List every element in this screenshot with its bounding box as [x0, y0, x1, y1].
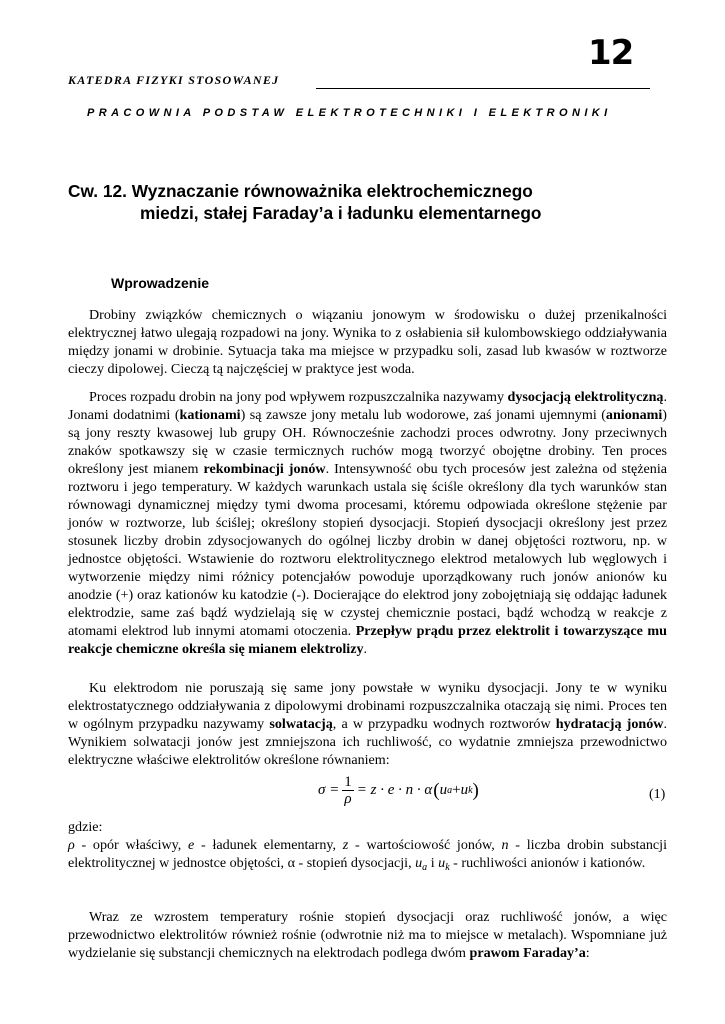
lab-name: PRACOWNIA PODSTAW ELEKTROTECHNIKI I ELEKTRONIKI	[87, 107, 612, 119]
eq-ua: u	[439, 782, 448, 798]
p4-text-c: - wartościowość jonów,	[348, 837, 502, 853]
header-rule	[316, 88, 650, 89]
gdzie-label: gdzie:	[68, 819, 103, 835]
p4-text-f: - stopień dysocjacji,	[294, 855, 416, 871]
p2-text-g: ) są jony reszty kwasowej lub grupy OH. Równocześnie zachodzi proces odwrotny. Jony przeciwnych znaków spotkawszy się w czasie termicznych ruchów mogą tworzyć obojętne drobiny. Ten proces określony jest mianem	[68, 407, 667, 477]
p4-text-g: i	[427, 855, 439, 871]
p2-text-k: .	[363, 641, 368, 657]
page-number: 12	[588, 33, 634, 73]
term-hydratacja: hydratacją jonów	[555, 716, 664, 732]
eq-lhs: σ =	[318, 782, 340, 798]
page-title	[68, 180, 668, 224]
paragraph-1	[68, 306, 667, 378]
sym-ua: u	[415, 855, 423, 871]
department-name: KATEDRA FIZYKI STOSOWANEJ	[68, 73, 280, 87]
eq-close-paren: )	[472, 779, 479, 801]
term-prawa-faradaya: prawom Faraday’a	[469, 945, 586, 961]
eq-numerator: 1	[344, 774, 352, 790]
p2-text-c: . Jonami dodatnimi (	[68, 389, 668, 423]
sym-uk: u	[438, 855, 446, 871]
paragraph-4	[68, 836, 667, 872]
sym-uk-sub: k	[445, 862, 450, 873]
p4-text-d: - liczba drobin substancji elektrolitycznej w jednostce objętości,	[68, 837, 667, 871]
eq-open-paren: (	[433, 779, 440, 801]
eq-rhs: = z · e · n · α	[356, 782, 433, 798]
eq-denominator: ρ	[344, 791, 352, 807]
p2-text-a: Proces rozpadu drobin na jony pod wpływem rozpuszczalnika nazywamy	[89, 389, 508, 405]
p5-text-c: :	[585, 945, 590, 961]
sym-ua-sub: a	[422, 862, 428, 873]
title-line-1: Cw. 12. Wyznaczanie równoważnika elektrochemicznego	[68, 181, 533, 201]
term-elektroliza: Przepływ prądu przez elektrolit i towarzyszące mu reakcje chemiczne określa się mianem elektrolizy	[68, 623, 667, 657]
p3-text-e: . Wynikiem solwatacji jonów jest zmniejszona ich ruchliwość, co wydatnie zmniejsza przewodnictwo elektryczne właściwe elektrolitów określone równaniem:	[68, 716, 668, 768]
sym-e: e	[188, 837, 195, 853]
eq-fraction	[342, 774, 354, 807]
paragraph-2	[68, 388, 667, 658]
term-aniony: anionami	[605, 407, 663, 423]
sym-rho: ρ	[68, 837, 75, 853]
term-dysocjacja: dysocjacją elektrolityczną	[507, 389, 664, 405]
p2-text-i: . Intensywność obu tych procesów jest zależna od stężenia roztworu i jego temperatury. W każdych warunkach ustala się ściśle określony dla tych warunków stan równowagi dynamicznej między tymi dwoma procesami, któremu odpowiada określone stężenie par jonów w roztworze, lub ściślej; określony stopień dysocjacji. Stopień dysocjacji określony jest przez stosunek liczby drobin zdysocjowanych do ogólnej liczby drobin w danej objętości roztworu, np. w jednostce objętości. Wstawienie do roztworu elektrolitycznego elektrod metalowych lub węglowych i wytworzenie między nimi różnicy potencjałów powoduje uporządkowany ruch jonów anionów ku anodzie (+) oraz kationów ku katodzie (-). Docierające do elektrod jony zobojętniają się oddając ładunek elektrodzie, same zaś bądź wydzielają się w czystej chemicznie postaci, bądź wchodzą w reakcje z atomami elektrod lub innymi atomami otoczenia.	[68, 461, 667, 639]
term-kationy: kationami	[179, 407, 241, 423]
term-solwatacja: solwatacją	[269, 716, 333, 732]
p4-text-h: - ruchliwości anionów i kationów.	[449, 855, 646, 871]
p5-text-a: Wraz ze wzrostem temperatury rośnie stopień dysocjacji oraz ruchliwość jonów, a więc przewodnictwo elektrolitów również rośnie (odwrotnie niż ma to miejsce w metalach). Wspomniane już wydzielanie się substancji chemicznych na elektrodach podlega dwóm	[68, 909, 667, 961]
equation-1: σ = $\frac{1}{\rho}$ = z · e · n · α ( u a + u k )	[318, 774, 479, 807]
sym-n: n	[501, 837, 509, 853]
paragraph-1-text: Drobiny związków chemicznych o wiązaniu jonowym w środowisku o dużej przenikalności elektrycznej łatwo ulegają rozpadowi na jony. Wynika to z osłabienia sił kulombowskiego oddziaływania między jonami w drobinie. Sytuacja taka ma miejsce w przypadku soli, zasad lub kwasów w roztworze cieczy dipolowej. Cieczą tą najczęściej w praktyce jest woda.	[68, 307, 667, 377]
equation-number: (1)	[649, 787, 666, 802]
eq-plus: +	[452, 782, 461, 798]
title-line-2: miedzi, stałej Faraday’a i ładunku elementarnego	[140, 203, 542, 223]
eq-uk: u	[460, 782, 469, 798]
sym-alpha: α	[287, 855, 295, 871]
sym-z: z	[342, 837, 349, 853]
paragraph-5	[68, 908, 667, 962]
section-heading: Wprowadzenie	[111, 275, 210, 291]
p3-text-c: , a w przypadku wodnych roztworów	[332, 716, 556, 732]
p4-text-a: - opór właściwy,	[74, 837, 189, 853]
paragraph-3	[68, 679, 667, 769]
term-rekombinacja: rekombinacji jonów	[203, 461, 326, 477]
p3-text-a: Ku elektrodom nie poruszają się same jony powstałe w wyniku dysocjacji. Jony te w wyniku elektrostatycznego oddziaływania z dipolowymi drobinami rozpuszczalnika otaczają się nimi. Proces ten w ogólnym przypadku nazywamy	[68, 680, 667, 732]
p2-text-e: ) są zawsze jony metalu lub wodorowe, zaś jonami ujemnymi (	[240, 407, 606, 423]
p4-text-b: - ładunek elementarny,	[194, 837, 343, 853]
